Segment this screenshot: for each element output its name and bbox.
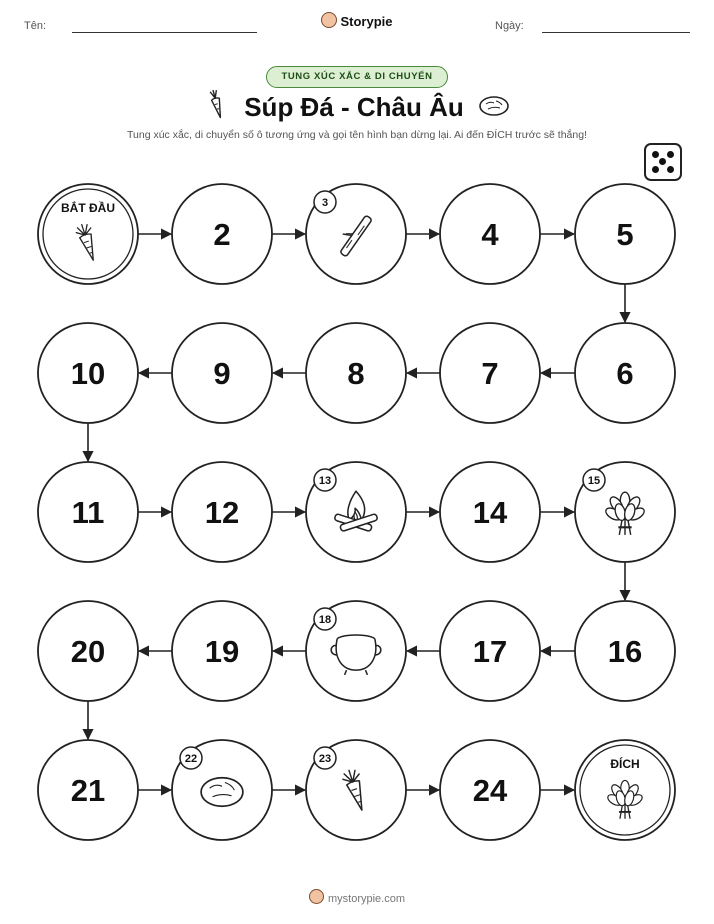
footer: [0, 889, 714, 905]
board-cell-10: [38, 323, 138, 423]
board-cell-3: [306, 184, 406, 284]
board-cell-2: [172, 184, 272, 284]
cell-number: 5: [616, 217, 634, 252]
board-cell-12: [172, 462, 272, 562]
date-label: Ngày:: [495, 20, 524, 32]
cell-number-badge: 22: [184, 753, 198, 765]
board-cell-4: [440, 184, 540, 284]
game-type-badge: TUNG XÚC XẮC & DI CHUYỂN: [266, 66, 448, 88]
cell-number-badge: 23: [318, 753, 332, 765]
name-label: Tên:: [24, 20, 47, 32]
cell-number: 19: [204, 634, 240, 669]
board-cell-14: [440, 462, 540, 562]
board-cell-24: [440, 740, 540, 840]
board-cell-21: [38, 740, 138, 840]
cell-number: 14: [472, 495, 508, 530]
board-cell-7: [440, 323, 540, 423]
board-cell-22: [172, 740, 272, 840]
board-cell-9: [172, 323, 272, 423]
board-cell-20: [38, 601, 138, 701]
cell-number: 6: [616, 356, 634, 391]
cell-number: 2: [213, 217, 231, 252]
cell-number: 11: [71, 495, 105, 530]
board-cell-16: [575, 601, 675, 701]
board-cell-11: [38, 462, 138, 562]
cell-number: 16: [607, 634, 643, 669]
start-label: BẮT ĐẦU: [61, 201, 115, 215]
board-cell-15: [575, 462, 675, 562]
board-cell-18: [306, 601, 406, 701]
cell-number: 4: [481, 217, 499, 252]
cell-number: 9: [213, 356, 231, 391]
board-cell-5: [575, 184, 675, 284]
cell-number: 10: [70, 356, 106, 391]
cell-number: 17: [472, 634, 508, 669]
cell-number-badge: 18: [318, 614, 332, 626]
instructions: Tung xúc xắc, di chuyển số ô tương ứng và gọi tên hình bạn dừng lại. Ai đến ĐÍCH trước sẽ thắng!: [126, 129, 587, 141]
cell-number: 8: [347, 356, 365, 391]
cell-number: 12: [204, 495, 240, 530]
board-cell-13: [306, 462, 406, 562]
board-cell-8: [306, 323, 406, 423]
board-cell-23: [306, 740, 406, 840]
cell-number-badge: 15: [587, 475, 601, 487]
board-cell-1: [38, 184, 138, 284]
cell-number: 21: [70, 773, 106, 808]
finish-label: ĐÍCH: [610, 757, 640, 771]
cell-number: 20: [70, 634, 106, 669]
cell-number: 24: [472, 773, 508, 808]
stone-icon: [201, 778, 243, 807]
footer-url: mystorypie.com: [327, 893, 406, 905]
title-text: Súp Đá - Châu Âu: [244, 92, 464, 122]
board-cell-6: [575, 323, 675, 423]
cell-number-badge: 13: [318, 475, 332, 487]
storypie-logo-icon: [309, 889, 324, 904]
cell-number-badge: 3: [321, 197, 329, 209]
board-cell-19: [172, 601, 272, 701]
brand-name: Storypie: [340, 14, 393, 29]
board-cell-25: [575, 740, 675, 840]
board-cell-17: [440, 601, 540, 701]
cell-number: 7: [481, 356, 499, 391]
